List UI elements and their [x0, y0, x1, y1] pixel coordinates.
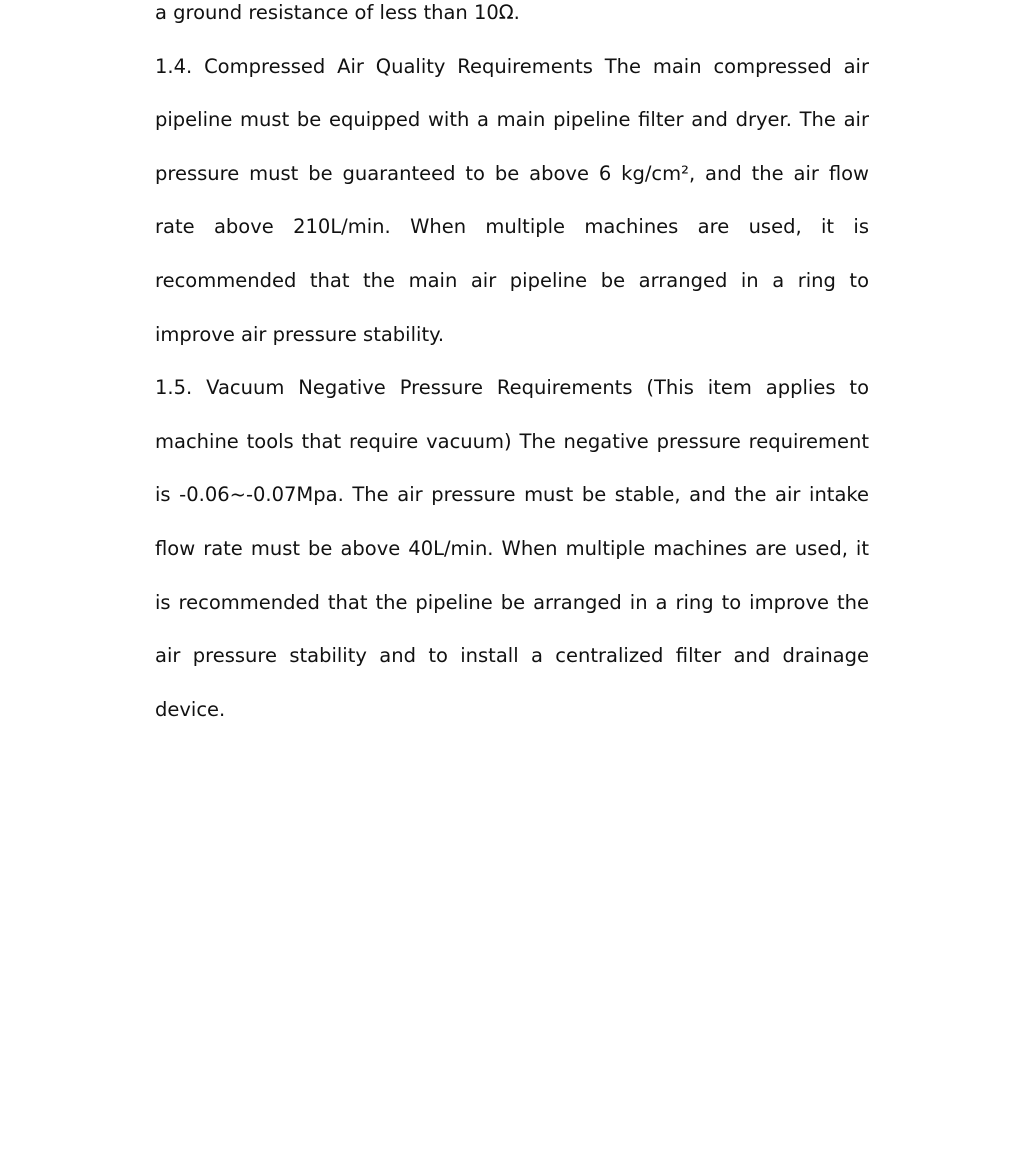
paragraph-ground-resistance: a ground resistance of less than 10Ω. [155, 1, 520, 24]
document-body [155, 0, 869, 736]
paragraph-compressed-air-requirements: 1.4. Compressed Air Quality Requirements The main compressed air pipeline must be equipped with a main pipeline filter and dryer. The air pressure must be guaranteed to be above 6 kg/cm², and the air flow rate above 210L/min. When multiple machines are used, it is recommended that the main air pipeline be arranged in a ring to improve air pressure stability. [155, 54, 869, 346]
paragraph-vacuum-negative-pressure-requirements: 1.5. Vacuum Negative Pressure Requirements (This item applies to machine tools that require vacuum) The negative pressure requirement is -0.06~-0.07Mpa. The air pressure must be stable, and the air intake flow rate must be above 40L/min. When multiple machines are used, it is recommended that the pipeline be arranged in a ring to improve the air pressure stability and to install a centralized filter and drainage device. [155, 376, 869, 721]
